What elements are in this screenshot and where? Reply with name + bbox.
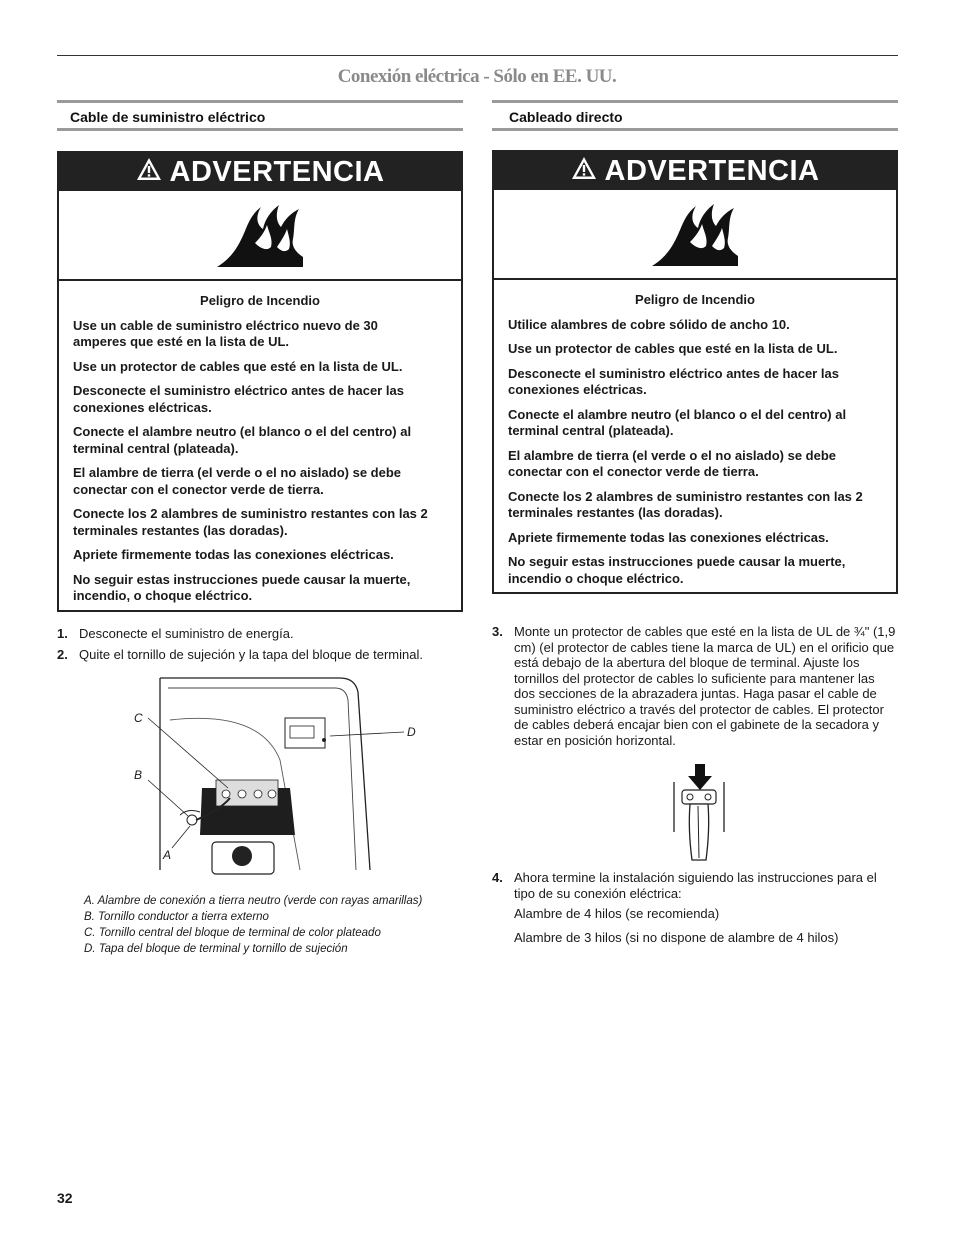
callout-b: B: [134, 768, 143, 782]
left-warning-item: Use un protector de cables que esté en la lista de UL.: [73, 358, 403, 374]
left-warning-box: [57, 151, 463, 612]
step-item: [57, 647, 463, 663]
strain-relief-diagram: [668, 760, 738, 864]
right-step-4: [492, 870, 898, 945]
step-number: 3.: [492, 624, 503, 639]
step-number: 2.: [57, 646, 68, 662]
right-warning-item: Conecte el alambre neutro (el blanco o el del centro) al terminal central (plateada).: [508, 406, 847, 438]
right-warning-item: Use un protector de cables que esté en la lista de UL.: [508, 341, 838, 356]
right-warning-box: [492, 150, 898, 594]
right-warning-item: El alambre de tierra (el verde o el no aislado) se debe conectar con el conector verde de tierra.: [508, 447, 837, 479]
right-warning-item: Utilice alambres de cobre sólido de ancho 10.: [508, 316, 790, 332]
step-number: 1.: [57, 626, 68, 641]
left-warning-item: Use un cable de suministro eléctrico nuevo de 30 amperes que esté en la lista de UL.: [73, 317, 378, 349]
callout-c: C: [134, 711, 143, 725]
right-warning-text: [494, 280, 896, 587]
left-warning-item: Conecte los 2 alambres de suministro restantes con las 2 terminales restantes (las doradas).: [73, 506, 428, 538]
left-warning-item: El alambre de tierra (el verde o el no aislado) se debe conectar con el conector verde de tierra.: [73, 465, 402, 497]
option-3-wire: Alambre de 3 hilos (si no dispone de alambre de 4 hilos): [514, 929, 839, 945]
step-item: [57, 626, 463, 642]
top-rule: [57, 55, 898, 56]
left-warning-title: ADVERTENCIA: [169, 155, 385, 188]
step-item: [492, 870, 898, 901]
left-section-title: Cable de suministro eléctrico: [70, 109, 266, 125]
page-number: 32: [57, 1190, 73, 1206]
page-title: Conexión eléctrica - Sólo en EE. UU.: [337, 66, 617, 87]
caption-b: B. Tornillo conductor a tierra externo: [84, 911, 269, 923]
left-warning-item: No seguir estas instrucciones puede causar la muerte, incendio, o choque eléctrico.: [73, 571, 411, 603]
left-warning-item: Apriete firmemente todas las conexiones eléctricas.: [73, 547, 394, 562]
step-number: 4.: [492, 870, 503, 885]
caption-a: A. Alambre de conexión a tierra neutro (verde con rayas amarillas): [84, 895, 423, 907]
left-warning-text: [59, 281, 461, 605]
left-fire-panel: [59, 191, 461, 281]
step-text: Ahora termine la instalación siguiendo las instrucciones para el tipo de su conexión eléctrica:: [514, 870, 877, 901]
right-step-3: [492, 624, 898, 753]
right-hazard-label: Peligro de Incendio: [635, 292, 755, 307]
right-warning-title: ADVERTENCIA: [604, 154, 820, 187]
right-warning-item: No seguir estas instrucciones puede causar la muerte, incendio o choque eléctrico.: [508, 554, 846, 586]
callout-d: D: [407, 725, 416, 739]
terminal-block-diagram: [130, 670, 430, 880]
right-warning-item: Desconecte el suministro eléctrico antes de hacer las conexiones eléctricas.: [508, 365, 839, 397]
left-section-header: [57, 100, 463, 131]
step-text: Desconecte el suministro de energía.: [79, 626, 294, 641]
left-warning-item: Desconecte el suministro eléctrico antes de hacer las conexiones eléctricas.: [73, 383, 404, 415]
left-warning-banner: [59, 153, 461, 191]
warning-triangle-icon: [571, 155, 597, 188]
left-steps: [57, 626, 463, 667]
right-fire-panel: [494, 190, 896, 280]
fire-hazard-icon: [215, 203, 305, 269]
right-warning-item: Apriete firmemente todas las conexiones eléctricas.: [508, 529, 829, 545]
warning-triangle-icon: [136, 156, 162, 189]
caption-c: C. Tornillo central del bloque de terminal de color plateado: [84, 927, 381, 939]
caption-d: D. Tapa del bloque de terminal y tornillo de sujeción: [84, 943, 348, 955]
option-4-wire: Alambre de 4 hilos (se recomienda): [514, 906, 720, 921]
step-text: Monte un protector de cables que esté en la lista de UL de ¾" (1,9 cm) (el protector de cables tiene la marca de UL) en el orificio que está debajo de la abertura del bloque de terminal. Ajuste los tornillos del protector de cables lo suficiente para mantener las dos secciones de la abrazadera juntas. Haga pasar el cable de suministro eléctrico a través del protector de cables. El protector de cables deberá encajar bien con el gabinete de la secadora y estar en posición horizontal.: [514, 624, 896, 748]
step-item: [492, 624, 898, 748]
figure-captions: [84, 893, 422, 957]
right-section-title: Cableado directo: [509, 109, 623, 125]
right-section-header: [492, 100, 898, 131]
right-warning-item: Conecte los 2 alambres de suministro restantes con las 2 terminales restantes (las doradas).: [508, 488, 863, 520]
right-warning-banner: [494, 152, 896, 190]
callout-a: A: [163, 848, 172, 862]
left-hazard-label: Peligro de Incendio: [200, 293, 320, 308]
step-text: Quite el tornillo de sujeción y la tapa del bloque de terminal.: [79, 646, 423, 662]
fire-hazard-icon: [650, 202, 740, 268]
left-warning-item: Conecte el alambre neutro (el blanco o el del centro) al terminal central (plateada).: [73, 424, 412, 456]
